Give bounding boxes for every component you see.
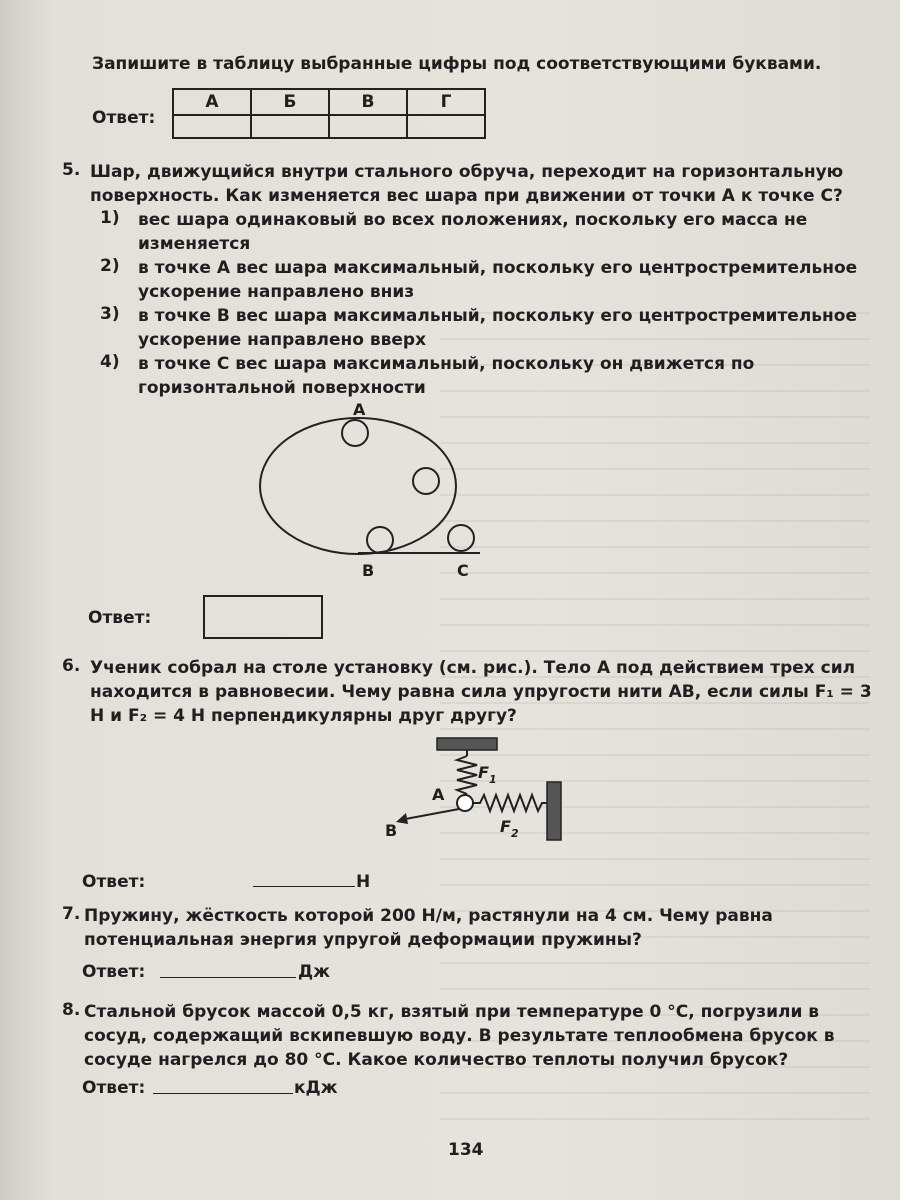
q5-option-2: в точке А вес шара максимальный, поскольку его центростремительное ускорение направлено вниз	[138, 258, 858, 302]
table-header-a: А	[173, 89, 251, 115]
q6-text: Ученик собрал на столе установку (см. рис.). Тело А под действием трех сил находится в равновесии. Чему равна сила упругости нити АВ, если силы F₁ = 3 Н и F₂ = 4 Н перпендикулярны друг другу?	[90, 658, 872, 726]
label-point-c: С	[457, 561, 469, 580]
q5-option-1-number: 1)	[100, 208, 120, 228]
intro-text: Запишите в таблицу выбранные цифры под соответствующими буквами.	[92, 54, 822, 74]
answer-label-q4: Ответ:	[92, 108, 156, 128]
table-header-v: В	[329, 89, 407, 115]
table-header-g: Г	[407, 89, 485, 115]
q5-option-3: в точке В вес шара максимальный, поскольку его центростремительное ускорение направлено вверх	[138, 306, 857, 350]
answer-line-q6[interactable]	[253, 886, 355, 887]
top-mount	[437, 738, 497, 750]
label-point-b: В	[362, 561, 375, 580]
page-number: 134	[448, 1140, 484, 1160]
label-b: B	[385, 821, 398, 840]
body-a	[457, 795, 473, 811]
label-point-a: А	[353, 400, 366, 419]
label-f1: $F_1$	[478, 763, 497, 786]
spring-f1	[457, 756, 477, 794]
answer-line-q7[interactable]	[160, 977, 296, 978]
thread-ab	[400, 809, 459, 820]
answer-label-q7: Ответ:	[82, 962, 146, 982]
q8-text: Стальной брусок массой 0,5 кг, взятый при температуре 0 °С, погрузили в сосуд, содержащий вскипевшую воду. В результате теплообмена брусок в сосуде нагрелся до 80 °С. Какое количество теплоты получил брусок?	[84, 1002, 835, 1070]
q7-unit: Дж	[298, 962, 331, 982]
label-a: A	[432, 785, 445, 804]
q8-number: 8.	[62, 1000, 81, 1020]
table-header-b: Б	[251, 89, 329, 115]
label-f2: $F_2$	[500, 817, 519, 840]
spring-f2	[473, 795, 547, 811]
q6-number: 6.	[62, 656, 81, 676]
q5-number: 5.	[62, 160, 81, 180]
q5-option-2-number: 2)	[100, 256, 120, 276]
q5-text: Шар, движущийся внутри стального обруча, переходит на горизонтальную поверхность. Как изменяется вес шара при движении от точки А к точке С?	[90, 162, 844, 206]
answer-label-q8: Ответ:	[82, 1078, 146, 1098]
side-mount	[547, 782, 561, 840]
answer-label-q5: Ответ:	[88, 608, 152, 628]
q5-option-4: в точке С вес шара максимальный, поскольку он движется по горизонтальной поверхности	[138, 354, 755, 398]
arrow-b	[396, 813, 408, 824]
answer-line-q8[interactable]	[153, 1093, 293, 1094]
q8-unit: кДж	[294, 1078, 338, 1098]
q7-number: 7.	[62, 904, 81, 924]
answer-label-q6: Ответ:	[82, 872, 146, 892]
q6-unit: Н	[356, 872, 371, 892]
q5-option-4-number: 4)	[100, 352, 120, 372]
q7-text: Пружину, жёсткость которой 200 Н/м, растянули на 4 см. Чему равна потенциальная энергия упругой деформации пружины?	[84, 906, 773, 950]
q5-option-3-number: 3)	[100, 304, 120, 324]
q5-option-1: вес шара одинаковый во всех положениях, поскольку его масса не изменяется	[138, 210, 808, 254]
